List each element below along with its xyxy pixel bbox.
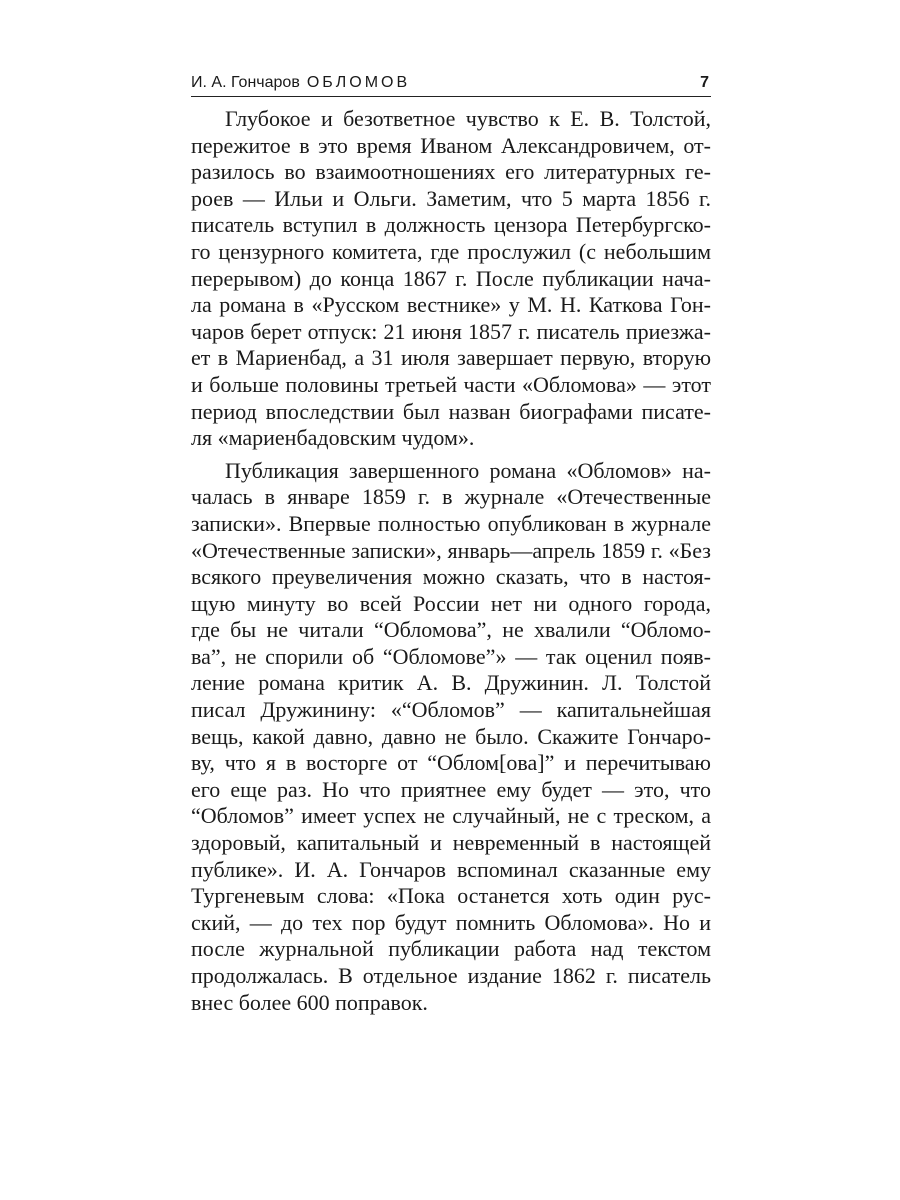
text-line: всякого преувеличения можно сказать, что в настоя-	[191, 564, 711, 590]
text-line: где бы не читали “Обломова”, не хвалили “Обломо-	[191, 617, 711, 643]
header-author-title	[191, 73, 410, 93]
text-line: щую минуту во всей России нет ни одного города,	[191, 590, 711, 616]
text-line: писатель вступил в должность цензора Петербургско-	[191, 212, 711, 238]
text-line: ву, что я в восторге от “Облом[ова]” и перечитываю	[191, 750, 711, 776]
text-line: и больше половины третьей части «Обломова» — этот	[191, 371, 711, 397]
header-author: И. А. Гончаров	[191, 74, 300, 91]
text-line: “Обломов” имеет успех не случайный, не с треском, а	[191, 803, 711, 829]
text-line: внес более 600 поправок.	[191, 989, 428, 1015]
text-line: вещь, какой давно, давно не было. Скажите Гончаро-	[191, 723, 711, 749]
text-line: Глубокое и безответное чувство к Е. В. Толстой,	[225, 106, 711, 131]
text-line: го цензурного комитета, где прослужил (с небольшим	[191, 238, 711, 264]
text-line: ление романа критик А. В. Дружинин. Л. Толстой	[191, 670, 711, 696]
text-line: здоровый, капитальный и невременный в настоящей	[191, 830, 711, 856]
text-line: роев — Ильи и Ольги. Заметим, что 5 марта 1856 г.	[191, 185, 711, 211]
text-line: публике». И. А. Гончаров вспоминал сказанные ему	[191, 856, 711, 882]
text-line: ля «мариенбадовским чудом».	[191, 425, 475, 451]
text-line: его еще раз. Но что приятнее ему будет — это, что	[191, 776, 711, 802]
text-line: ет в Мариенбад, а 31 июля завершает первую, вторую	[191, 345, 711, 371]
text-line: разилось во взаимоотношениях его литературных ге-	[191, 159, 711, 185]
body-text	[191, 106, 711, 1016]
text-line: перерывом) до конца 1867 г. После публикации нача-	[191, 265, 711, 291]
text-line: записки». Впервые полностью опубликован в журнале	[191, 510, 711, 536]
running-header	[191, 70, 711, 96]
text-line: писал Дружинину: «“Обломов” — капитальнейшая	[191, 697, 711, 723]
text-line: Тургеневым слова: «Пока останется хоть один рус-	[191, 883, 711, 909]
text-line: «Отечественные записки», январь—апрель 1859 г. «Без	[191, 537, 711, 563]
text-line: ский, — до тех пор будут помнить Обломова». Но и	[191, 909, 711, 935]
paragraph	[191, 458, 711, 1016]
text-line: после журнальной публикации работа над текстом	[191, 936, 711, 962]
text-line: период впоследствии был назван биографами писате-	[191, 398, 711, 424]
text-line: чаров берет отпуск: 21 июня 1857 г. писатель приезжа-	[191, 318, 711, 344]
header-book-title: ОБЛОМОВ	[306, 74, 411, 91]
text-line: ла романа в «Русском вестнике» у М. Н. Каткова Гон-	[191, 292, 711, 318]
text-line: ва”, не спорили об “Обломове”» — так оценил появ-	[191, 643, 711, 669]
text-line: продолжалась. В отдельное издание 1862 г. писатель	[191, 963, 711, 988]
text-line: пережитое в это время Иваном Александровичем, от-	[191, 132, 711, 158]
paragraph	[191, 106, 711, 452]
text-line: чалась в январе 1859 г. в журнале «Отечественные	[191, 484, 711, 510]
page-number: 7	[700, 74, 709, 91]
header-rule	[191, 96, 711, 97]
text-line: Публикация завершенного романа «Обломов» на-	[225, 457, 711, 483]
